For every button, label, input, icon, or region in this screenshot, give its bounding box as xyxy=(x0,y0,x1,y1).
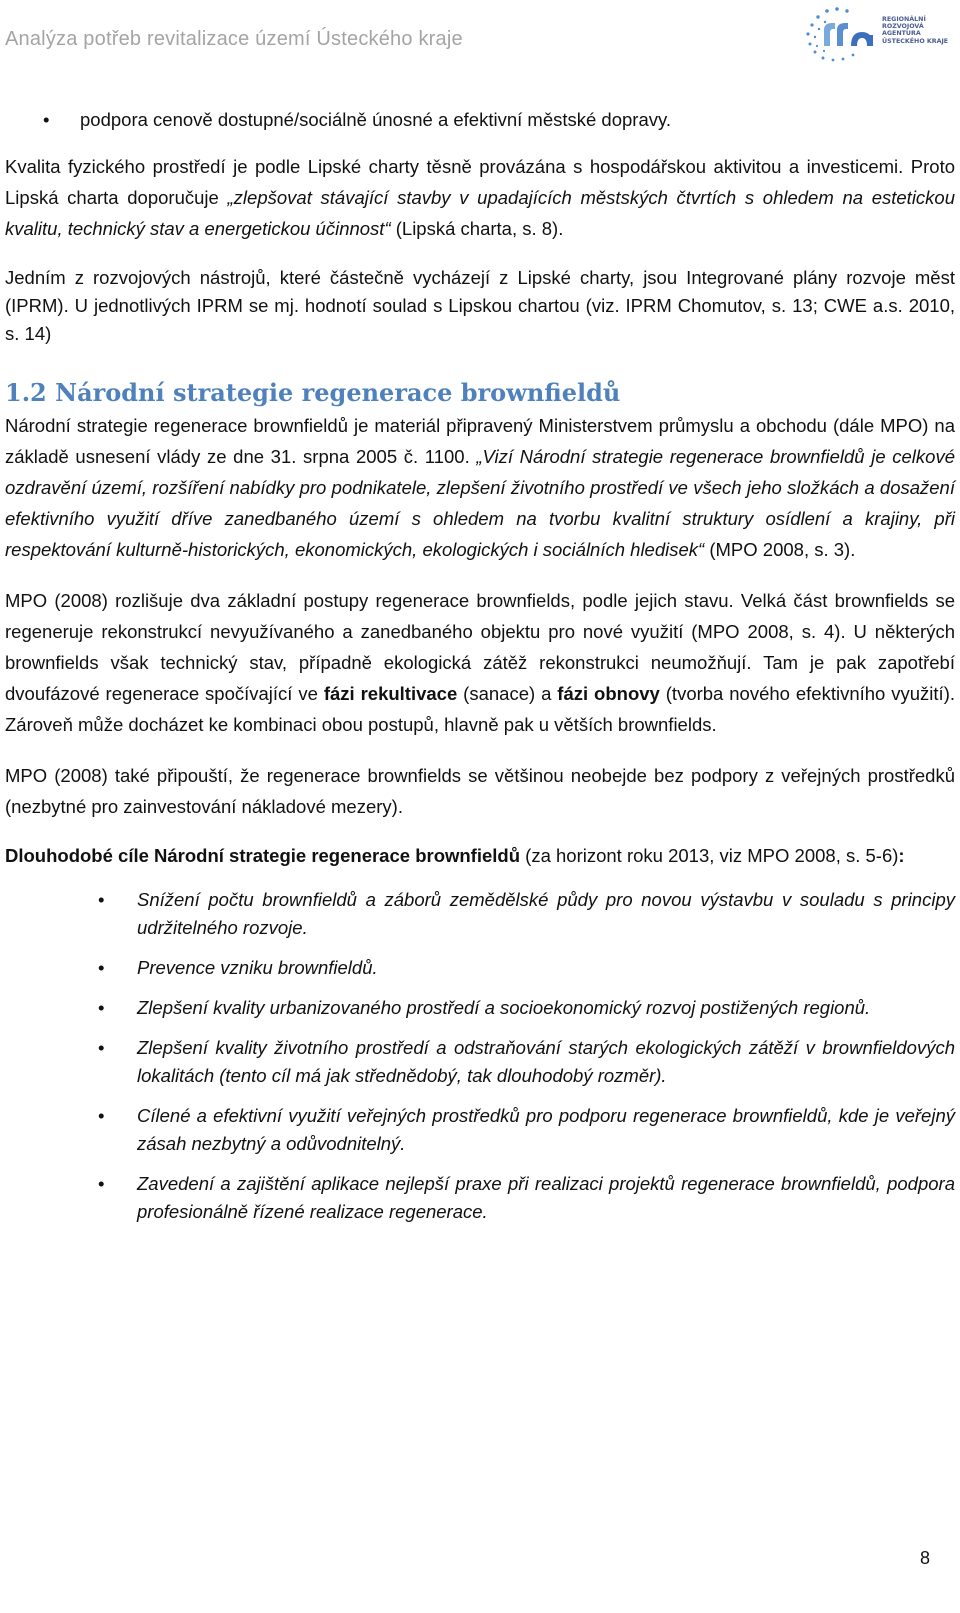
paragraph-regeneration-approaches: MPO (2008) rozlišuje dva základní postupy regenerace brownfields, podle jejich stavu. Velká část brownfields se regeneruje rekonstrukcí nevyužívaného a zanedbaného objektu pro nové využití (MPO 2008, s. 4). U některých brownfields však technický stav, případně ekologická zátěž rekonstrukci neumožňují. Tam je pak zapotřebí dvoufázové regenerace spočívající ve fázi rekultivace (sanace) a fázi obnovy (tvorba nového efektivního využití). Zároveň může docházet ke kombinaci obou postupů, hlavně pak u větších brownfields. xyxy=(5,590,955,735)
paragraph-public-funding: MPO (2008) také připouští, že regenerace brownfields se většinou neobejde bez podpory z veřejných prostředků (nezbytné pro zainvestování nákladové mezery). xyxy=(5,765,955,817)
header-title: Analýza potřeb revitalizace území Ústeckého kraje xyxy=(5,28,463,50)
paragraph-lipska-charta: Kvalita fyzického prostředí je podle Lipské charty těsně provázána s hospodářskou aktivitou a investicemi. Proto Lipská charta doporučuje „zlepšovat stávající stavby v upadajících městských čtvrtích s ohledem na estetickou kvalitu, technický stav a energetickou účinnost“ (Lipská charta, s. 8). xyxy=(5,156,956,239)
document-body xyxy=(5,104,955,1238)
page-header xyxy=(0,0,960,80)
bullet-icon: • xyxy=(98,1173,105,1194)
bullet-icon: • xyxy=(98,1037,105,1058)
list-item: • Cílené a efektivní využití veřejných prostředků pro podporu regenerace brownfieldů, kde je veřejný zásah nezbytný a odůvodnitelný. xyxy=(5,1102,955,1158)
bullet-icon: • xyxy=(98,957,105,978)
list-item: • Zavedení a zajištění aplikace nejlepší praxe při realizaci projektů regenerace brownfieldů, podpora profesionálně řízené realizace regenerace. xyxy=(5,1170,955,1226)
bullet-icon: • xyxy=(98,1105,105,1126)
bullet-icon: • xyxy=(98,997,105,1018)
logo-text: REGIONÁLNÍ ROZVOJOVÁ AGENTURA ÚSTECKÉHO KRAJE xyxy=(882,16,949,45)
list-item: • podpora cenově dostupné/sociálně únosné a efektivní městské dopravy. xyxy=(5,104,955,135)
list-item: • Zlepšení kvality urbanizovaného prostředí a socioekonomický rozvoj postižených regionů. xyxy=(5,994,955,1022)
list-item: • Zlepšení kvality životního prostředí a odstraňování starých ekologických zátěží v brownfieldových lokalitách (tento cíl má jak střednědobý, tak dlouhodobý rozměr). xyxy=(5,1034,955,1090)
paragraph-strategy: Národní strategie regenerace brownfieldů je materiál připravený Ministerstvem průmyslu a obchodu (dále MPO) na základě usnesení vlády ze dne 31. srpna 2005 č. 1100. „Vizí Národní strategie regenerace brownfieldů je celkové ozdravění území, rozšíření nabídky pro podnikatele, zlepšení životního prostředí ve všech jeho složkách a dosažení efektivního využití dříve zanedbaného území s ohledem na tvorbu kvalitní struktury osídlení a krajiny, při respektování kulturně-historických, ekonomických, ekologických i sociálních hledisek“ (MPO 2008, s. 3). xyxy=(5,415,955,560)
goals-list xyxy=(5,886,955,1226)
list-item: • Prevence vzniku brownfieldů. xyxy=(5,954,955,982)
goals-heading: Dlouhodobé cíle Národní strategie regenerace brownfieldů (za horizont roku 2013, viz MPO 2008, s. 5-6): xyxy=(5,845,905,866)
paragraph-iprm: Jedním z rozvojových nástrojů, které částečně vycházejí z Lipské charty, jsou Integrované plány rozvoje měst (IPRM). U jednotlivých IPRM se mj. hodnotí soulad s Lipskou chartou (viz. IPRM Chomutov, s. 13; CWE a.s. 2010, s. 14) xyxy=(5,267,955,344)
section-heading: 1.2 Národní strategie regenerace brownfieldů xyxy=(5,378,621,407)
bullet-icon: • xyxy=(43,109,50,130)
rra-logo xyxy=(804,4,954,62)
page-number: 8 xyxy=(919,1548,930,1568)
list-item: • Snížení počtu brownfieldů a záborů zemědělské půdy pro novou výstavbu v souladu s principy udržitelného rozvoje. xyxy=(5,886,955,942)
bullet-icon: • xyxy=(98,889,105,910)
